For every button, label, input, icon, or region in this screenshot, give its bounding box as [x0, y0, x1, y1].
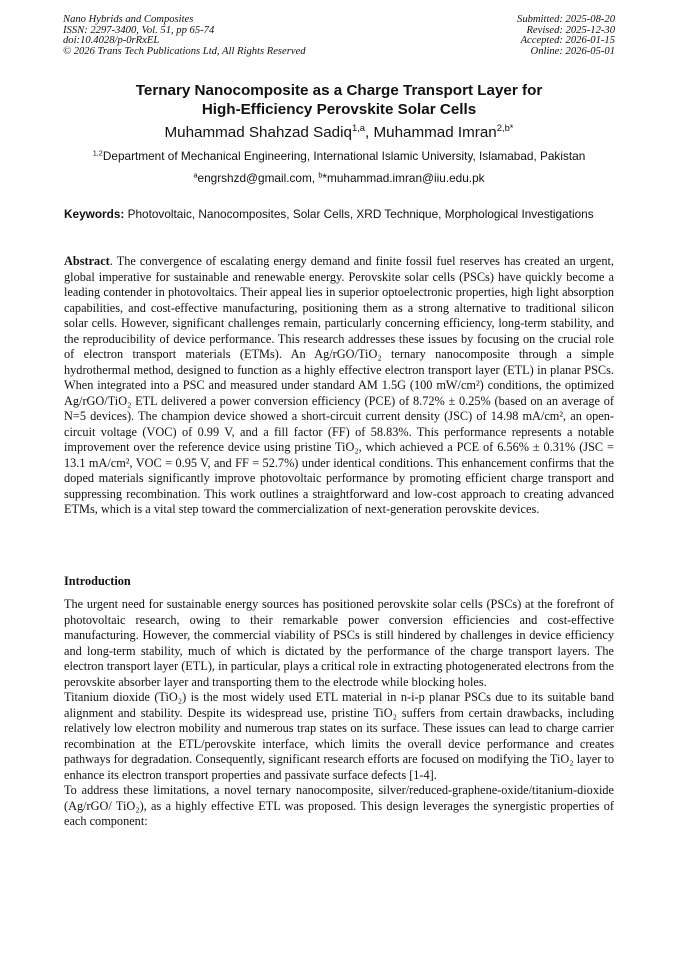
- introduction-body: [64, 597, 614, 830]
- affiliation: [30, 149, 648, 163]
- introduction-paragraph: The urgent need for sustainable energy sources has positioned perovskite solar cells (PSCs) at the forefront of photovoltaic research, owing to their remarkable power conversion efficiencies and cost-effective manufacturing. However, the commercial viability of PSCs is still hindered by challenges in device efficiency and long-term stability, much of which is dictated by the performance of the charge transport layers. The electron transport layer (ETL), in particular, plays a critical role in extracting photogenerated electrons from the perovskite absorber layer and transporting them to the electrode while blocking holes.: [64, 597, 614, 689]
- accepted-date: Accepted: 2026-01-15: [520, 35, 615, 47]
- author-2-name: Muhammad Imran: [373, 124, 497, 141]
- online-date: Online: 2026-05-01: [530, 46, 615, 58]
- affiliation-marker: 1,2: [92, 148, 103, 158]
- copyright-line: © 2026 Trans Tech Publications Ltd, All Rights Reserved: [63, 46, 306, 58]
- journal-info: [63, 15, 306, 58]
- email-a-marker: a: [193, 170, 198, 180]
- abstract-text: . The convergence of escalating energy demand and finite fossil fuel reserves has created an urgent, global imperative for sustainable and renewable energy. Perovskite solar cells (PSCs) have quickly become a leading contender in photovoltaics. Their appeal lies in superior optoelectronic properties, high light absorption capabilities, and cost-effective manufacturing, positioning them as a strong alternative to traditional silicon solar cells. However, significant challenges remain, particularly concerning efficiency, long-term stability, and the reproducibility of device performance. This research addresses these issues by focusing on the crucial role of electron transport materials (ETMs). An Ag/rGO/TiO₂ ternary nanocomposite through a simple hydrothermal method, designed to function as a highly effective electron transport layer (ETL) in planar PSCs. When integrated into a PSC and measured under standard AM 1.5G (100 mW/cm²) conditions, the optimized Ag/rGO/TiO₂ ETL delivered a power conversion efficiency (PCE) of 8.72% ± 0.25% (based on an average of N=5 devices). The champion device showed a short-circuit current density (JSC) of 14.98 mA/cm², an open-circuit voltage (VOC) of 0.99 V, and a fill factor (FF) of 58.83%. This performance represents a notable improvement over the reference device using pristine TiO₂, which achieved a PCE of 6.56% ± 0.31% (JSC = 13.1 mA/cm², VOC = 0.95 V, and FF = 52.7%) under identical conditions. This enhancement confirms that the doped materials significantly improve photovoltaic performance by promoting efficient charge transport and suppressing recombination. This work outlines a straightforward and low-cost approach to creating advanced ETMs, which is a vital step toward the commercialization of next-generation perovskite devices.: [64, 254, 614, 516]
- doi-line: doi:10.4028/p-0rRxEL: [63, 35, 160, 47]
- introduction-heading: Introduction: [64, 574, 131, 588]
- author-1-name: Muhammad Shahzad Sadiq: [164, 124, 352, 141]
- email-b-marker: b: [318, 170, 323, 180]
- affiliation-text: Department of Mechanical Engineering, International Islamic University, Islamabad, Pakistan: [102, 149, 586, 163]
- publication-dates: [517, 15, 615, 58]
- keywords-label: Keywords:: [64, 207, 125, 221]
- author-2-affiliation-marker: 2,b*: [496, 122, 514, 134]
- introduction-paragraph: To address these limitations, a novel ternary nanocomposite, silver/reduced-graphene-oxide/titanium-dioxide (Ag/rGO/ TiO₂), as a highly effective ETL was proposed. This design leverages the synergistic properties of each component:: [64, 783, 614, 828]
- journal-name: Nano Hybrids and Composites: [63, 14, 194, 25]
- issn-line: ISSN: 2297-3400, Vol. 51, pp 65-74: [63, 24, 215, 36]
- author-separator: ,: [365, 124, 374, 141]
- paper-title: [40, 82, 638, 119]
- author-1-affiliation-marker: 1,a: [351, 122, 366, 134]
- title-line-1: Ternary Nanocomposite as a Charge Transport Layer for: [135, 82, 543, 99]
- author-emails: [40, 171, 638, 185]
- keywords-text: Photovoltaic, Nanocomposites, Solar Cells, XRD Technique, Morphological Investigations: [124, 207, 594, 221]
- abstract-label: Abstract: [64, 254, 110, 268]
- email-b: *muhammad.imran@iiu.edu.pk: [322, 171, 485, 185]
- author-list: [40, 123, 638, 143]
- title-line-2: High-Efficiency Perovskite Solar Cells: [201, 100, 477, 118]
- submitted-date: Submitted: 2025-08-20: [517, 14, 615, 25]
- introduction-paragraph: Titanium dioxide (TiO₂) is the most widely used ETL material in n-i-p planar PSCs due to its suitable band alignment and stability. Despite its widespread use, pristine TiO₂ suffers from certain drawbacks, including relatively low electron mobility and numerous trap states on its surface. These issues can lead to charge carrier recombination at the ETL/perovskite interface, which limits the overall device performance and creates pathways for degradation. Consequently, significant research efforts are focused on modifying the TiO₂ layer to enhance its electron transport properties and passivate surface defects [1-4].: [64, 690, 614, 782]
- revised-date: Revised: 2025-12-30: [526, 24, 615, 36]
- keywords: [64, 207, 614, 222]
- abstract: [64, 254, 614, 518]
- email-a: engrshzd@gmail.com,: [197, 171, 319, 185]
